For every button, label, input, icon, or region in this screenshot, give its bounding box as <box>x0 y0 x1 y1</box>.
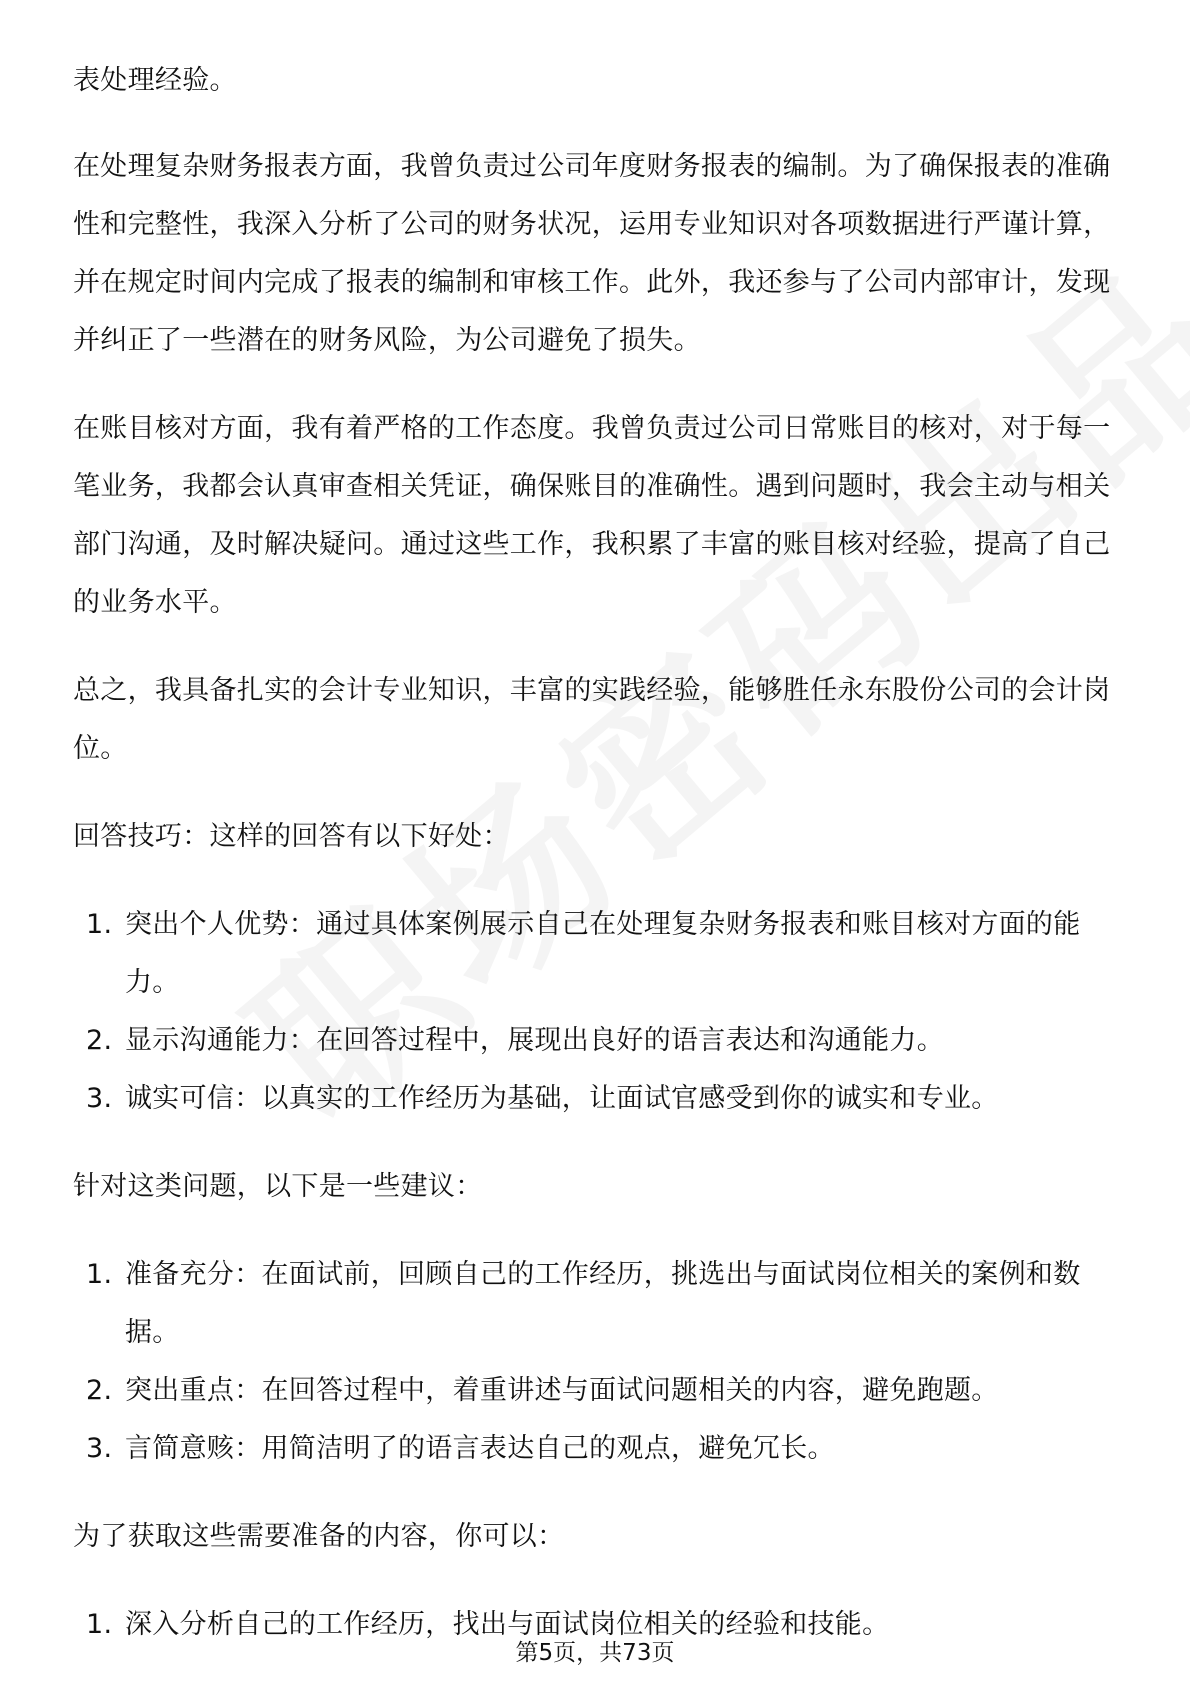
list-number: 1. <box>86 1609 113 1640</box>
page-footer <box>0 1638 1190 1668</box>
paragraph-account-reconciliation: 在账目核对方面，我有着严格的工作态度。我曾负责过公司日常账目的核对，对于每一笔业务，我都会认真审查相关凭证，确保账目的准确性。遇到问题时，我会主动与相关部门沟通，及时解决疑问。通过这些工作，我积累了丰富的账目核对经验，提高了自己的业务水平。 <box>73 413 1111 618</box>
list-item <box>73 896 1123 1012</box>
tips-heading: 回答技巧：这样的回答有以下好处： <box>73 821 510 852</box>
page-number: 第5页，共73页 <box>515 1640 675 1666</box>
list-item <box>73 1362 1123 1420</box>
list-number: 3. <box>86 1433 113 1464</box>
list-item-text: 深入分析自己的工作经历，找出与面试岗位相关的经验和技能。 <box>125 1609 890 1640</box>
list-item <box>73 1070 1123 1128</box>
suggestions-list <box>73 1246 1123 1478</box>
preparation-heading: 为了获取这些需要准备的内容，你可以： <box>73 1521 565 1552</box>
list-item-text: 诚实可信：以真实的工作经历为基础，让面试官感受到你的诚实和专业。 <box>125 1083 999 1114</box>
list-number: 3. <box>86 1083 113 1114</box>
list-item-text: 突出重点：在回答过程中，着重讲述与面试问题相关的内容，避免跑题。 <box>125 1375 999 1406</box>
list-item <box>73 1012 1123 1070</box>
list-number: 2. <box>86 1025 113 1056</box>
paragraph-financial-reports: 在处理复杂财务报表方面，我曾负责过公司年度财务报表的编制。为了确保报表的准确性和完整性，我深入分析了公司的财务状况，运用专业知识对各项数据进行严谨计算，并在规定时间内完成了报表的编制和审核工作。此外，我还参与了公司内部审计，发现并纠正了一些潜在的财务风险，为公司避免了损失。 <box>73 151 1111 356</box>
list-item-text: 突出个人优势：通过具体案例展示自己在处理复杂财务报表和账目核对方面的能力。 <box>125 909 1081 998</box>
list-item <box>73 1246 1123 1362</box>
paragraph-summary: 总之，我具备扎实的会计专业知识，丰富的实践经验，能够胜任永东股份公司的会计岗位。 <box>73 675 1111 764</box>
document-body <box>73 52 1123 1684</box>
list-item-text: 显示沟通能力：在回答过程中，展现出良好的语言表达和沟通能力。 <box>125 1025 944 1056</box>
list-number: 1. <box>86 1259 113 1290</box>
list-number: 1. <box>86 909 113 940</box>
paragraph-continuation: 表处理经验。 <box>73 65 237 96</box>
tips-list <box>73 896 1123 1128</box>
suggestions-heading: 针对这类问题，以下是一些建议： <box>73 1171 483 1202</box>
list-item-text: 言简意赅：用简洁明了的语言表达自己的观点，避免冗长。 <box>125 1433 835 1464</box>
list-item <box>73 1420 1123 1478</box>
list-number: 2. <box>86 1375 113 1406</box>
list-item-text: 准备充分：在面试前，回顾自己的工作经历，挑选出与面试岗位相关的案例和数据。 <box>125 1259 1081 1348</box>
